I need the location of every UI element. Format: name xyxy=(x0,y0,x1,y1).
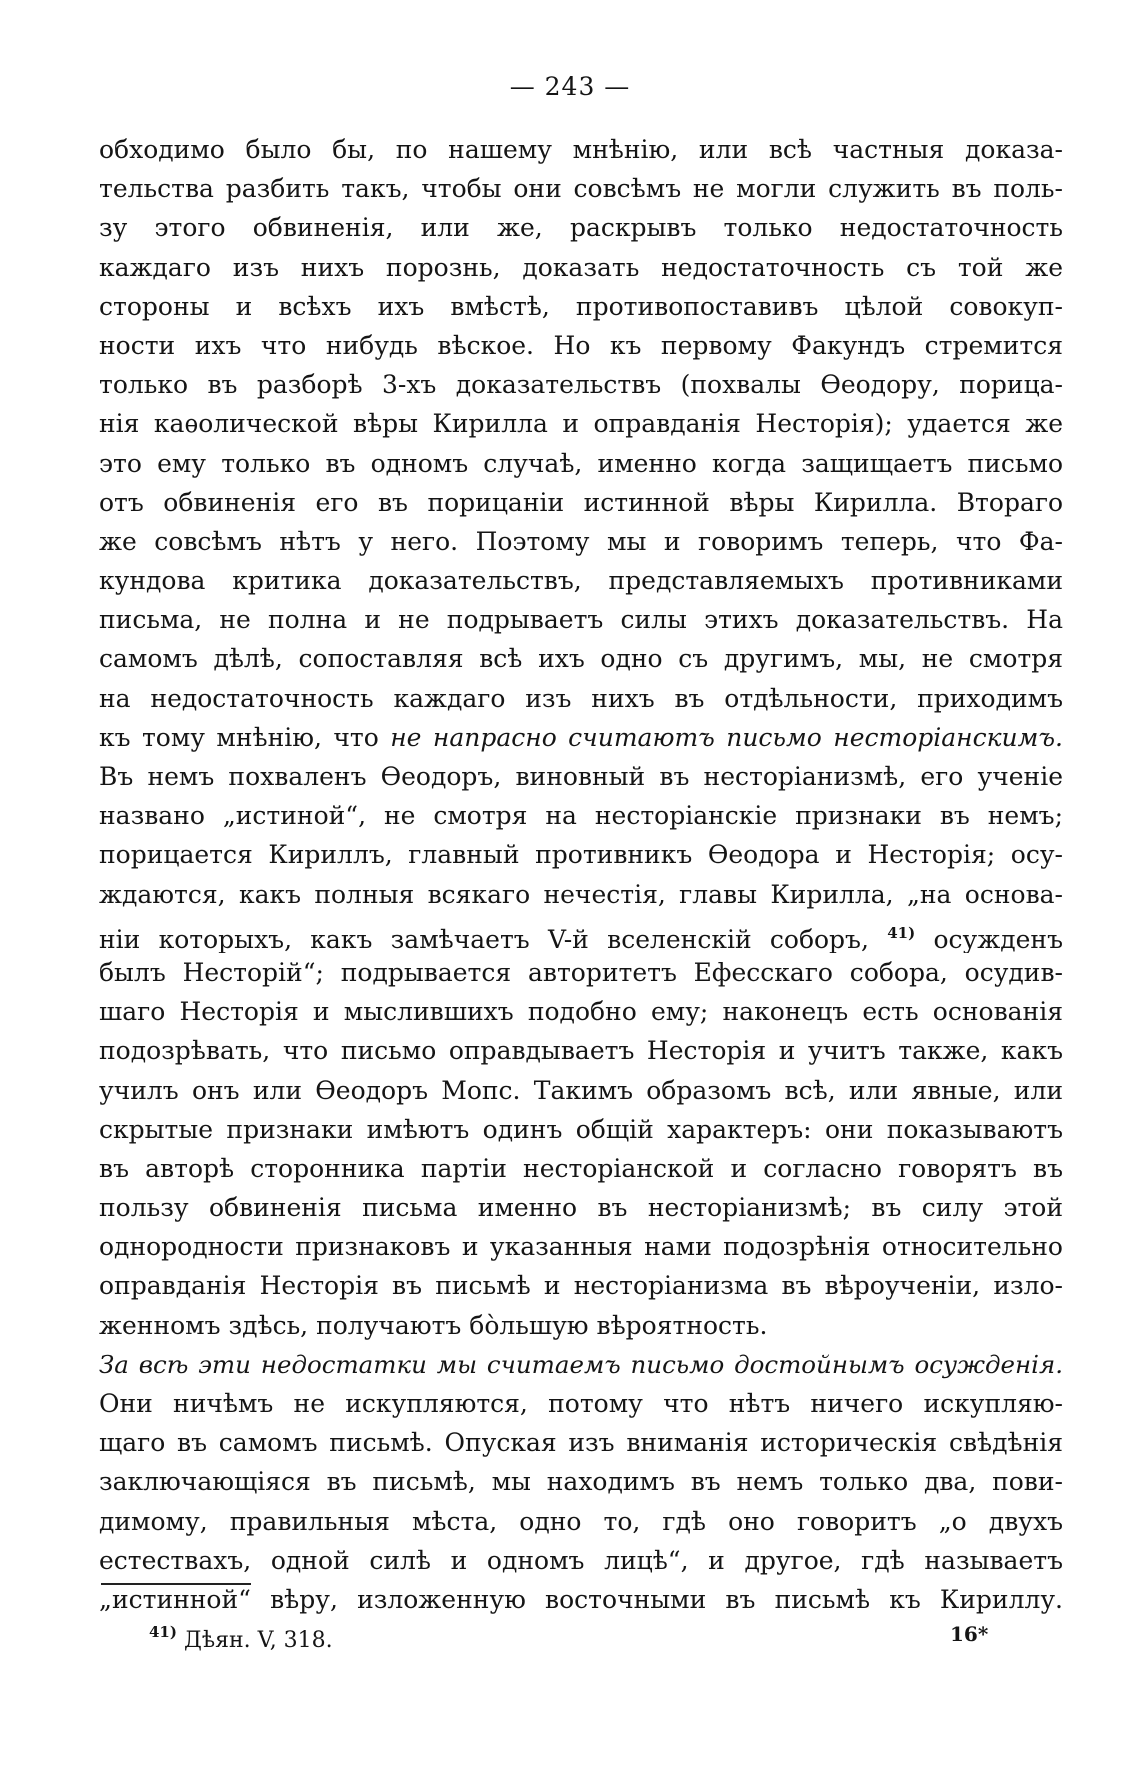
text-line: это ему только въ одномъ случаѣ, именно когда защищаетъ письмо xyxy=(99,448,1063,478)
text-line: на недостаточность каждаго изъ нихъ въ отдѣльности, приходимъ xyxy=(99,683,1063,713)
text-line: оправданія Несторія въ письмѣ и несторіанизма въ вѣроученіи, изло- xyxy=(99,1271,1063,1301)
text-line: стороны и всѣхъ ихъ вмѣстѣ, противопоставивъ цѣлой совокуп- xyxy=(99,291,1063,321)
text-line: пользу обвиненія письма именно въ несторіанизмѣ; въ силу этой xyxy=(99,1193,1063,1223)
text-line: щаго въ самомъ письмѣ. Опуская изъ вниманія историческія свѣдѣнія xyxy=(99,1428,1063,1458)
text-line: „истинной“ вѣру, изложенную восточными въ письмѣ къ Кириллу. xyxy=(99,1584,1063,1614)
text-line: самомъ дѣлѣ, сопоставляя всѣ ихъ одно съ другимъ, мы, не смотря xyxy=(99,644,1063,674)
text-line: димому, правильныя мѣста, одно то, гдѣ оно говоритъ „о двухъ xyxy=(99,1506,1063,1536)
footnote-reference: 41) xyxy=(887,923,916,942)
text-line: кундова критика доказательствъ, представляемыхъ противниками xyxy=(99,566,1063,596)
text-line: шаго Несторія и мыслившихъ подобно ему; наконецъ есть основанія xyxy=(99,997,1063,1027)
page-number: — 243 — xyxy=(509,72,631,101)
text-fragment: осужденъ xyxy=(915,924,1063,953)
text-line-mixed xyxy=(99,718,1063,757)
text-line: же совсѣмъ нѣтъ у него. Поэтому мы и говоримъ теперь, что Фа- xyxy=(99,526,1063,556)
italic-emphasis: не напрасно считаютъ письмо несторіанскимъ. xyxy=(390,722,1063,752)
text-line: зу этого обвиненія, или же, раскрывъ только недостаточность xyxy=(99,213,1063,243)
text-line: обходимо было бы, по нашему мнѣнію, или всѣ частныя доказа- xyxy=(99,135,1063,164)
text-line: тельства разбить такъ, чтобы они совсѣмъ не могли служить въ поль- xyxy=(99,174,1063,204)
text-line: въ авторѣ сторонника партіи несторіанской и согласно говорятъ въ xyxy=(99,1153,1063,1183)
text-line: женномъ здѣсь, получаютъ бо̀льшую вѣроятность. xyxy=(99,1310,768,1340)
text-line: каждаго изъ нихъ порознь, доказать недостаточность съ той же xyxy=(99,252,1063,282)
footnote-text: Дѣян. V, 318. xyxy=(176,1628,333,1653)
text-line: порицается Кириллъ, главный противникъ Ѳеодора и Несторія; осу- xyxy=(99,840,1063,870)
text-line: только въ разборѣ 3-хъ доказательствъ (похвалы Ѳеодору, порица- xyxy=(99,370,1063,400)
text-line: заключающіяся въ письмѣ, мы находимъ въ немъ только два, пови- xyxy=(99,1467,1063,1497)
footnote xyxy=(149,1617,333,1656)
text-line: названо „истиной“, не смотря на несторіанскіе признаки въ немъ; xyxy=(99,801,1063,831)
footnote-divider xyxy=(101,1583,251,1585)
text-line: ждаются, какъ полныя всякаго нечестія, главы Кирилла, „на основа- xyxy=(99,879,1063,909)
text-line: отъ обвиненія его въ порицаніи истинной вѣры Кирилла. Втораго xyxy=(99,487,1063,517)
text-line: училъ онъ или Ѳеодоръ Мопс. Такимъ образомъ всѣ, или явные, или xyxy=(99,1075,1063,1105)
text-line: письма, не полна и не подрываетъ силы этихъ доказательствъ. На xyxy=(99,605,1063,635)
signature-mark: 16* xyxy=(950,1622,989,1646)
text-line: естествахъ, одной силѣ и одномъ лицѣ“, и другое, гдѣ называетъ xyxy=(99,1545,1063,1575)
text-line: Они ничѣмъ не искупляются, потому что нѣтъ ничего искупляю- xyxy=(99,1389,1063,1418)
text-line: Въ немъ похваленъ Ѳеодоръ, виновный въ несторіанизмѣ, его ученіе xyxy=(99,762,1063,791)
text-line: скрытые признаки имѣютъ одинъ общій характеръ: они показываютъ xyxy=(99,1114,1063,1144)
body-text xyxy=(99,130,1063,1619)
text-fragment: ніи которыхъ, какъ замѣчаетъ V-й вселенскій соборъ, xyxy=(99,924,888,953)
text-line: однородности признаковъ и указанныя нами подозрѣнія относительно xyxy=(99,1232,1063,1262)
text-line-mixed xyxy=(99,914,1063,953)
footnote-marker: 41) xyxy=(149,1623,177,1641)
text-line: нія каѳолической вѣры Кирилла и оправданія Несторія); удается же xyxy=(99,409,1063,439)
text-fragment: къ тому мнѣнію, что xyxy=(99,722,391,752)
text-line: ности ихъ что нибудь вѣское. Но къ первому Факундъ стремится xyxy=(99,330,1063,360)
italic-paragraph-lead: За всѣ эти недостатки мы считаемъ письмо достойнымъ осужденія. xyxy=(99,1349,1063,1379)
text-line: былъ Несторій“; подрывается авторитетъ Ефесскаго собора, осудив- xyxy=(99,957,1063,987)
text-line: подозрѣвать, что письмо оправдываетъ Несторія и учитъ также, какъ xyxy=(99,1036,1063,1066)
